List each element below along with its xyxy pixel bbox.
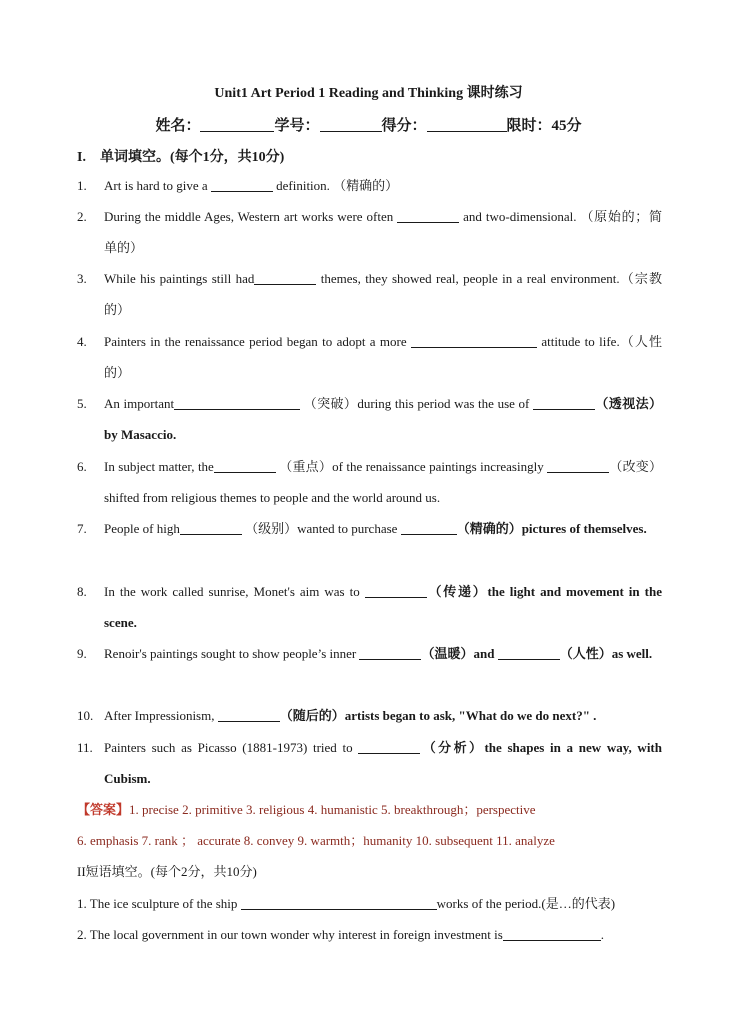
question-3 — [77, 263, 662, 325]
question-text: An important — [104, 396, 175, 411]
question-text: Art is hard to give a — [104, 178, 211, 193]
phrase-question-2 — [77, 919, 662, 950]
answer-blank[interactable] — [533, 395, 595, 410]
question-5 — [77, 388, 662, 450]
question-text: 2. The local government in our town wonder why interest in foreign investment is — [77, 927, 503, 942]
question-text: People of high — [104, 521, 180, 536]
id-label: 学号： — [274, 118, 320, 134]
score-label: 得分： — [381, 118, 427, 134]
question-text: While his paintings still had — [104, 271, 255, 286]
question-text: （级别）wanted to purchase — [241, 521, 401, 536]
question-text: （分析）the shapes in a new way, with Cubism. — [104, 740, 662, 786]
question-11 — [77, 732, 662, 794]
question-text: 1. The ice sculpture of the ship — [77, 896, 241, 911]
answer-blank[interactable] — [214, 458, 276, 473]
question-text: Painters such as Picasso (1881-1973) tried to — [104, 740, 359, 755]
answer-blank[interactable] — [397, 208, 459, 223]
question-text: . — [600, 927, 605, 942]
question-number: 7. — [77, 521, 87, 536]
question-text: （温暖）and — [421, 646, 498, 661]
question-8 — [77, 576, 662, 638]
answer-blank[interactable] — [401, 520, 457, 535]
question-number: 11. — [77, 740, 93, 755]
question-number: 4. — [77, 334, 87, 349]
answer-blank[interactable] — [359, 645, 421, 660]
question-text: （传递）the light and movement in the scene. — [104, 584, 662, 630]
answer-blank[interactable] — [411, 333, 537, 348]
question-text: （透视法）by Masaccio. — [104, 396, 662, 442]
question-text: （人性）as well. — [559, 646, 653, 661]
question-number: 10. — [77, 708, 94, 723]
time-label: 限时：45分 — [506, 118, 582, 134]
answer-blank[interactable] — [211, 177, 273, 192]
question-number: 6. — [77, 459, 87, 474]
question-text: In subject matter, the — [104, 459, 214, 474]
question-number: 5. — [77, 396, 87, 411]
question-text: and two-dimensional. （原始的；简单的） — [104, 209, 662, 255]
answer-key-line-1 — [77, 794, 677, 825]
question-text: （精确的）pictures of themselves. — [456, 521, 647, 536]
page-title: Unit1 Art Period 1 Reading and Thinking 课时练习 — [214, 86, 523, 101]
question-number: 9. — [77, 646, 87, 661]
answer-key-line-2: 6. emphasis 7. rank ； accurate 8. convey 9. warmth；humanity 10. subsequent 11. analyze — [77, 833, 555, 848]
answer-blank[interactable] — [503, 926, 601, 941]
question-text: （改变）shifted from religious themes to people and the world around us. — [104, 459, 662, 505]
question-2 — [77, 201, 662, 263]
question-text: attitude to life.（人性的） — [104, 334, 662, 380]
question-text: works of the period.(是…的代表) — [436, 896, 616, 911]
question-text: During the middle Ages, Western art works were often — [104, 209, 398, 224]
question-4 — [77, 326, 662, 388]
question-text: In the work called sunrise, Monet's aim was to — [104, 584, 365, 599]
question-text: （突破）during this period was the use of — [300, 396, 534, 411]
answer-blank[interactable] — [254, 270, 316, 285]
question-text: （重点）of the renaissance paintings increasingly — [275, 459, 548, 474]
answer-blank[interactable] — [180, 520, 242, 535]
question-text: Renoir's paintings sought to show people’s inner — [104, 646, 360, 661]
section-1-heading: I. 单词填空。(每个1分，共10分) — [77, 150, 285, 165]
answer-blank[interactable] — [241, 895, 437, 910]
answer-blank[interactable] — [218, 707, 280, 722]
phrase-question-1 — [77, 888, 662, 919]
name-blank[interactable] — [200, 117, 274, 132]
question-text: After Impressionism, — [104, 708, 218, 723]
id-blank[interactable] — [320, 117, 382, 132]
answer-text: 1. precise 2. primitive 3. religious 4. humanistic 5. breakthrough；perspective — [129, 802, 536, 817]
question-number: 3. — [77, 271, 87, 286]
question-text: Painters in the renaissance period began to adopt a more — [104, 334, 411, 349]
answer-blank[interactable] — [365, 583, 427, 598]
question-text: definition. （精确的） — [272, 178, 399, 193]
question-7 — [77, 513, 662, 544]
score-blank[interactable] — [427, 117, 507, 132]
question-10 — [77, 700, 662, 731]
question-1 — [77, 170, 662, 201]
answer-blank[interactable] — [174, 395, 300, 410]
question-number: 8. — [77, 584, 87, 599]
name-label: 姓名： — [155, 118, 201, 134]
answer-blank[interactable] — [358, 739, 420, 754]
answer-blank[interactable] — [498, 645, 560, 660]
question-number: 1. — [77, 178, 87, 193]
student-info-line — [0, 114, 737, 135]
section-2-heading: II短语填空。(每个2分，共10分) — [77, 864, 257, 879]
answer-blank[interactable] — [547, 458, 609, 473]
question-9 — [77, 638, 662, 669]
question-text: themes, they showed real, people in a real environment.（宗教的） — [104, 271, 662, 317]
question-text: （随后的）artists began to ask, "What do we do next?" . — [279, 708, 597, 723]
question-6 — [77, 451, 662, 513]
question-number: 2. — [77, 209, 87, 224]
answer-tag: 【答案】 — [77, 802, 130, 817]
